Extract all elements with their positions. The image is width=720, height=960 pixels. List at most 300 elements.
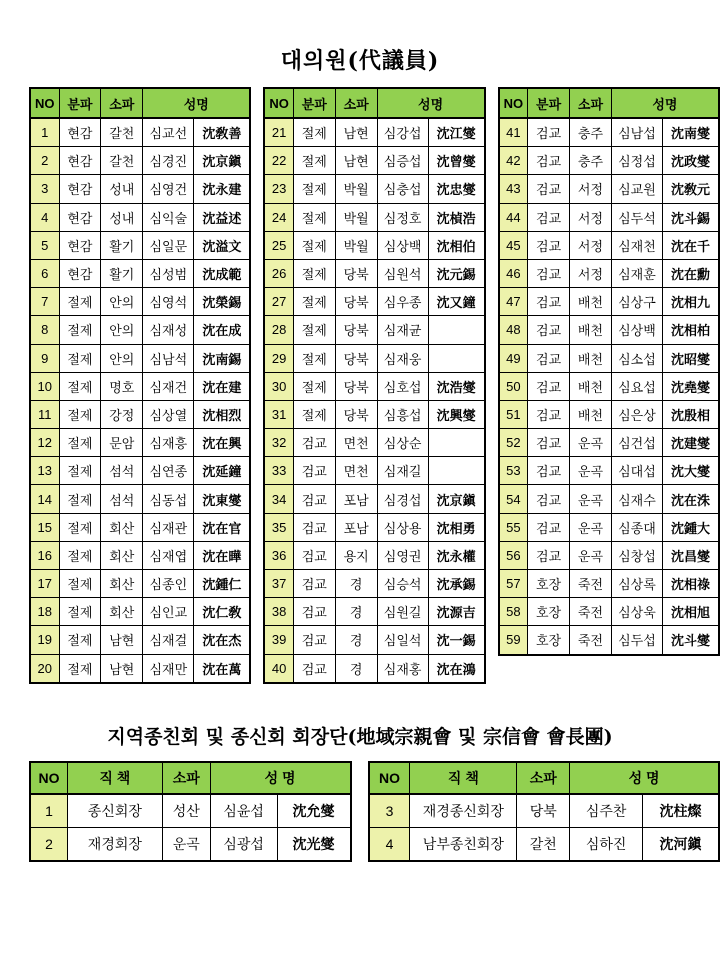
table-row xyxy=(499,570,719,598)
cell-no: 13 xyxy=(30,457,59,485)
cell-name-hanja: 沈曾燮 xyxy=(428,147,484,175)
cell-name-korean: 심건섭 xyxy=(611,429,662,457)
delegate-table-3 xyxy=(498,87,720,656)
cell-branch: 절제 xyxy=(59,429,101,457)
cell-name-korean: 심남섭 xyxy=(611,118,662,147)
cell-no: 8 xyxy=(30,316,59,344)
cell-subbranch: 문암 xyxy=(101,429,143,457)
table-row xyxy=(30,147,250,175)
table-row xyxy=(499,541,719,569)
table-row xyxy=(30,541,250,569)
column-header: 성명 xyxy=(377,88,485,118)
cell-no: 4 xyxy=(369,828,410,862)
cell-name-hanja: 沈相祿 xyxy=(663,570,719,598)
cell-no: 20 xyxy=(30,654,59,683)
cell-name-hanja: 沈元錫 xyxy=(428,259,484,287)
cell-branch: 절제 xyxy=(293,288,335,316)
cell-branch: 절제 xyxy=(59,626,101,654)
table-row xyxy=(499,259,719,287)
cell-no: 42 xyxy=(499,147,528,175)
table-row xyxy=(30,118,250,147)
cell-name-korean: 심재훈 xyxy=(611,259,662,287)
cell-no: 2 xyxy=(30,147,59,175)
table-row xyxy=(30,231,250,259)
cell-no: 39 xyxy=(264,626,293,654)
cell-no: 7 xyxy=(30,288,59,316)
cell-no: 18 xyxy=(30,598,59,626)
cell-subbranch: 회산 xyxy=(101,541,143,569)
cell-branch: 검교 xyxy=(528,513,570,541)
cell-branch: 검교 xyxy=(293,513,335,541)
cell-name-hanja: 沈在曄 xyxy=(194,541,250,569)
column-header: 성명 xyxy=(611,88,719,118)
cell-branch: 절제 xyxy=(293,400,335,428)
cell-name-korean: 심정섭 xyxy=(611,147,662,175)
table-row xyxy=(30,344,250,372)
table-row xyxy=(499,203,719,231)
cell-name-hanja: 沈在鴻 xyxy=(428,654,484,683)
table-row xyxy=(30,828,351,862)
cell-name-hanja: 沈興燮 xyxy=(428,400,484,428)
chairman-table-left xyxy=(29,761,352,862)
cell-branch: 절제 xyxy=(293,118,335,147)
cell-name-hanja: 沈又鐘 xyxy=(428,288,484,316)
cell-subbranch: 성내 xyxy=(101,175,143,203)
cell-name-korean: 심증섭 xyxy=(377,147,428,175)
header-row xyxy=(369,762,719,794)
cell-branch: 검교 xyxy=(293,654,335,683)
table-row xyxy=(499,316,719,344)
cell-name-korean: 심재성 xyxy=(143,316,194,344)
table-row xyxy=(264,400,484,428)
cell-name-hanja: 沈斗錫 xyxy=(663,203,719,231)
cell-branch: 절제 xyxy=(59,598,101,626)
cell-name-hanja: 沈永建 xyxy=(194,175,250,203)
cell-name-korean: 심원석 xyxy=(377,259,428,287)
cell-name-korean: 심경섭 xyxy=(377,485,428,513)
cell-no: 24 xyxy=(264,203,293,231)
cell-name-hanja: 沈昭燮 xyxy=(663,344,719,372)
cell-no: 55 xyxy=(499,513,528,541)
cell-no: 1 xyxy=(30,118,59,147)
table-row xyxy=(30,485,250,513)
table-row xyxy=(264,485,484,513)
table-row xyxy=(499,118,719,147)
table-row xyxy=(264,570,484,598)
cell-branch: 호장 xyxy=(528,598,570,626)
cell-name-hanja: 沈鍾仁 xyxy=(194,570,250,598)
cell-no: 52 xyxy=(499,429,528,457)
cell-branch: 현감 xyxy=(59,259,101,287)
cell-name-hanja xyxy=(428,457,484,485)
cell-subbranch: 당북 xyxy=(335,259,377,287)
cell-subbranch: 명호 xyxy=(101,372,143,400)
cell-branch: 검교 xyxy=(528,175,570,203)
cell-branch: 검교 xyxy=(528,231,570,259)
cell-name-korean: 심상욱 xyxy=(611,598,662,626)
cell-name-hanja: 沈在萬 xyxy=(194,654,250,683)
table-row xyxy=(499,429,719,457)
cell-name-hanja: 沈相柏 xyxy=(663,316,719,344)
table-row xyxy=(30,400,250,428)
cell-name-korean: 심연종 xyxy=(143,457,194,485)
cell-no: 54 xyxy=(499,485,528,513)
cell-subbranch: 경 xyxy=(335,654,377,683)
data-table xyxy=(263,87,485,684)
cell-name-korean: 심흥섭 xyxy=(377,400,428,428)
cell-subbranch: 갈천 xyxy=(517,828,570,862)
cell-name-hanja: 沈東燮 xyxy=(194,485,250,513)
section2-title: 지역종친회 및 종신회 회장단(地域宗親會 및 宗信會 會長團) xyxy=(107,726,613,748)
cell-branch: 절제 xyxy=(59,457,101,485)
cell-name-korean: 심두섭 xyxy=(611,626,662,655)
table-row xyxy=(264,259,484,287)
cell-name-hanja: 沈在杰 xyxy=(194,626,250,654)
cell-no: 40 xyxy=(264,654,293,683)
cell-name-korean: 심종인 xyxy=(143,570,194,598)
table-row xyxy=(30,259,250,287)
cell-branch: 호장 xyxy=(528,570,570,598)
cell-subbranch: 남현 xyxy=(335,147,377,175)
cell-subbranch: 배천 xyxy=(570,400,612,428)
delegate-table-2 xyxy=(263,87,485,684)
cell-name-korean: 심윤섭 xyxy=(210,794,277,828)
cell-no: 28 xyxy=(264,316,293,344)
cell-branch: 절제 xyxy=(59,288,101,316)
cell-name-korean: 심익술 xyxy=(143,203,194,231)
cell-branch: 검교 xyxy=(528,541,570,569)
cell-no: 32 xyxy=(264,429,293,457)
cell-subbranch: 박월 xyxy=(335,175,377,203)
cell-branch: 절제 xyxy=(59,541,101,569)
column-header: 성 명 xyxy=(570,762,719,794)
column-header: NO xyxy=(369,762,410,794)
cell-name-korean: 심원길 xyxy=(377,598,428,626)
delegate-table-1 xyxy=(29,87,251,684)
cell-no: 44 xyxy=(499,203,528,231)
cell-name-hanja: 沈殷相 xyxy=(663,400,719,428)
cell-subbranch: 안의 xyxy=(101,288,143,316)
cell-subbranch: 용지 xyxy=(335,541,377,569)
cell-no: 27 xyxy=(264,288,293,316)
column-header: 분파 xyxy=(528,88,570,118)
cell-subbranch: 강정 xyxy=(101,400,143,428)
cell-name-hanja: 沈南燮 xyxy=(663,118,719,147)
table-row xyxy=(264,231,484,259)
cell-branch: 절제 xyxy=(59,316,101,344)
cell-name-hanja: 沈敎善 xyxy=(194,118,250,147)
data-table xyxy=(29,761,352,862)
column-header: 소파 xyxy=(101,88,143,118)
cell-no: 48 xyxy=(499,316,528,344)
cell-branch: 현감 xyxy=(59,231,101,259)
cell-branch: 검교 xyxy=(528,344,570,372)
cell-branch: 절제 xyxy=(293,175,335,203)
cell-no: 26 xyxy=(264,259,293,287)
table-row xyxy=(264,598,484,626)
cell-subbranch: 당북 xyxy=(335,372,377,400)
cell-no: 49 xyxy=(499,344,528,372)
cell-name-korean: 심상백 xyxy=(611,316,662,344)
cell-no: 9 xyxy=(30,344,59,372)
cell-name-korean: 심재만 xyxy=(143,654,194,683)
cell-no: 58 xyxy=(499,598,528,626)
cell-name-korean: 심승석 xyxy=(377,570,428,598)
cell-name-korean: 심요섭 xyxy=(611,372,662,400)
cell-name-korean: 심재흥 xyxy=(143,429,194,457)
cell-no: 15 xyxy=(30,513,59,541)
cell-name-korean: 심재엽 xyxy=(143,541,194,569)
cell-branch: 검교 xyxy=(293,429,335,457)
cell-subbranch: 박월 xyxy=(335,231,377,259)
cell-name-hanja: 沈楨浩 xyxy=(428,203,484,231)
cell-name-hanja: 沈相伯 xyxy=(428,231,484,259)
cell-name-hanja: 沈昌燮 xyxy=(663,541,719,569)
cell-branch: 현감 xyxy=(59,175,101,203)
cell-no: 35 xyxy=(264,513,293,541)
cell-branch: 절제 xyxy=(59,513,101,541)
cell-name-hanja: 沈光燮 xyxy=(277,828,350,862)
cell-name-korean: 심창섭 xyxy=(611,541,662,569)
cell-branch: 절제 xyxy=(293,372,335,400)
cell-branch: 검교 xyxy=(528,429,570,457)
cell-name-hanja: 沈浩燮 xyxy=(428,372,484,400)
cell-branch: 절제 xyxy=(293,203,335,231)
cell-subbranch: 죽전 xyxy=(570,626,612,655)
cell-name-hanja: 沈柱燦 xyxy=(643,794,719,828)
cell-no: 29 xyxy=(264,344,293,372)
table-row xyxy=(30,288,250,316)
cell-subbranch: 경 xyxy=(335,570,377,598)
cell-subbranch: 당북 xyxy=(335,344,377,372)
cell-name-hanja: 沈江燮 xyxy=(428,118,484,147)
column-header: 분파 xyxy=(293,88,335,118)
cell-name-korean: 심성범 xyxy=(143,259,194,287)
cell-name-korean: 심영권 xyxy=(377,541,428,569)
cell-name-hanja: 沈相烈 xyxy=(194,400,250,428)
cell-subbranch: 포남 xyxy=(335,513,377,541)
table-row xyxy=(499,147,719,175)
cell-name-korean: 심재균 xyxy=(377,316,428,344)
cell-name-hanja: 沈在建 xyxy=(194,372,250,400)
cell-branch: 절제 xyxy=(293,316,335,344)
cell-no: 30 xyxy=(264,372,293,400)
cell-name-hanja xyxy=(428,429,484,457)
cell-subbranch: 섬석 xyxy=(101,485,143,513)
cell-no: 19 xyxy=(30,626,59,654)
cell-subbranch: 성내 xyxy=(101,203,143,231)
column-header: NO xyxy=(30,762,67,794)
header-row xyxy=(30,88,250,118)
cell-branch: 절제 xyxy=(59,485,101,513)
cell-no: 12 xyxy=(30,429,59,457)
cell-no: 38 xyxy=(264,598,293,626)
cell-name-hanja: 沈相九 xyxy=(663,288,719,316)
cell-branch: 재경회장 xyxy=(67,828,162,862)
cell-branch: 절제 xyxy=(59,654,101,683)
cell-name-korean: 심인교 xyxy=(143,598,194,626)
cell-branch: 검교 xyxy=(293,570,335,598)
cell-subbranch: 서정 xyxy=(570,231,612,259)
cell-subbranch: 안의 xyxy=(101,344,143,372)
table-row xyxy=(264,203,484,231)
cell-branch: 재경종신회장 xyxy=(410,794,517,828)
cell-subbranch: 남현 xyxy=(101,654,143,683)
table-row xyxy=(30,794,351,828)
cell-subbranch: 운곡 xyxy=(570,457,612,485)
cell-subbranch: 경 xyxy=(335,598,377,626)
cell-subbranch: 회산 xyxy=(101,598,143,626)
cell-branch: 검교 xyxy=(293,541,335,569)
cell-name-korean: 심경진 xyxy=(143,147,194,175)
cell-name-korean: 심종대 xyxy=(611,513,662,541)
cell-name-hanja: 沈源吉 xyxy=(428,598,484,626)
cell-branch: 절제 xyxy=(59,570,101,598)
cell-no: 21 xyxy=(264,118,293,147)
cell-branch: 종신회장 xyxy=(67,794,162,828)
cell-branch: 절제 xyxy=(293,147,335,175)
cell-subbranch: 배천 xyxy=(570,316,612,344)
cell-no: 33 xyxy=(264,457,293,485)
cell-no: 5 xyxy=(30,231,59,259)
cell-name-hanja: 沈益述 xyxy=(194,203,250,231)
cell-subbranch: 당북 xyxy=(335,316,377,344)
table-row xyxy=(499,598,719,626)
column-header: NO xyxy=(499,88,528,118)
cell-no: 2 xyxy=(30,828,67,862)
cell-no: 11 xyxy=(30,400,59,428)
cell-name-hanja: 沈忠燮 xyxy=(428,175,484,203)
cell-name-hanja: 沈京鎭 xyxy=(428,485,484,513)
cell-no: 45 xyxy=(499,231,528,259)
cell-name-korean: 심일석 xyxy=(377,626,428,654)
table-row xyxy=(264,541,484,569)
cell-name-korean: 심호섭 xyxy=(377,372,428,400)
cell-subbranch: 박월 xyxy=(335,203,377,231)
cell-no: 46 xyxy=(499,259,528,287)
table-row xyxy=(499,344,719,372)
cell-branch: 현감 xyxy=(59,118,101,147)
cell-subbranch: 활기 xyxy=(101,231,143,259)
cell-name-korean: 심재관 xyxy=(143,513,194,541)
cell-no: 34 xyxy=(264,485,293,513)
cell-no: 3 xyxy=(369,794,410,828)
cell-branch: 검교 xyxy=(528,400,570,428)
cell-name-korean: 심우종 xyxy=(377,288,428,316)
cell-name-korean: 심주찬 xyxy=(570,794,643,828)
cell-subbranch: 운곡 xyxy=(570,541,612,569)
cell-name-hanja: 沈允燮 xyxy=(277,794,350,828)
cell-name-hanja: 沈榮錫 xyxy=(194,288,250,316)
table-row xyxy=(264,626,484,654)
cell-subbranch: 서정 xyxy=(570,259,612,287)
cell-branch: 검교 xyxy=(528,372,570,400)
table-row xyxy=(499,288,719,316)
table-row xyxy=(264,372,484,400)
cell-branch: 검교 xyxy=(293,457,335,485)
table-row xyxy=(369,828,719,862)
cell-name-korean: 심영석 xyxy=(143,288,194,316)
table-row xyxy=(30,316,250,344)
cell-branch: 검교 xyxy=(293,485,335,513)
cell-name-hanja: 沈京鎭 xyxy=(194,147,250,175)
cell-subbranch: 회산 xyxy=(101,570,143,598)
cell-name-hanja: 沈在成 xyxy=(194,316,250,344)
cell-name-hanja: 沈敎元 xyxy=(663,175,719,203)
cell-subbranch: 포남 xyxy=(335,485,377,513)
cell-name-korean: 심상백 xyxy=(377,231,428,259)
cell-subbranch: 당북 xyxy=(517,794,570,828)
header-row xyxy=(264,88,484,118)
cell-no: 36 xyxy=(264,541,293,569)
cell-name-korean: 심강섭 xyxy=(377,118,428,147)
cell-name-hanja: 沈在洙 xyxy=(663,485,719,513)
cell-no: 10 xyxy=(30,372,59,400)
table-row xyxy=(30,570,250,598)
cell-name-korean: 심일문 xyxy=(143,231,194,259)
table-row xyxy=(30,175,250,203)
page-title: 대의원(代議員) xyxy=(280,48,440,74)
table-row xyxy=(499,626,719,655)
cell-branch: 절제 xyxy=(59,344,101,372)
table-row xyxy=(264,147,484,175)
cell-subbranch: 죽전 xyxy=(570,570,612,598)
table-row xyxy=(264,288,484,316)
cell-name-korean: 심동섭 xyxy=(143,485,194,513)
cell-name-korean: 심정호 xyxy=(377,203,428,231)
data-table xyxy=(498,87,720,656)
cell-name-hanja: 沈建燮 xyxy=(663,429,719,457)
cell-branch: 남부종친회장 xyxy=(410,828,517,862)
cell-no: 23 xyxy=(264,175,293,203)
chairman-table-right xyxy=(368,761,720,862)
table-row xyxy=(499,513,719,541)
cell-branch: 절제 xyxy=(293,344,335,372)
cell-subbranch: 갈천 xyxy=(101,118,143,147)
cell-branch: 검교 xyxy=(528,259,570,287)
cell-no: 16 xyxy=(30,541,59,569)
cell-branch: 현감 xyxy=(59,147,101,175)
cell-no: 6 xyxy=(30,259,59,287)
cell-name-korean: 심은상 xyxy=(611,400,662,428)
data-table xyxy=(29,87,251,684)
cell-no: 50 xyxy=(499,372,528,400)
cell-name-hanja: 沈在興 xyxy=(194,429,250,457)
cell-branch: 검교 xyxy=(528,457,570,485)
cell-name-korean: 심재수 xyxy=(611,485,662,513)
cell-subbranch: 경 xyxy=(335,626,377,654)
table-row xyxy=(499,372,719,400)
cell-subbranch: 운곡 xyxy=(570,485,612,513)
cell-subbranch: 충주 xyxy=(570,118,612,147)
cell-branch: 절제 xyxy=(59,400,101,428)
column-header: 소파 xyxy=(162,762,210,794)
table-row xyxy=(499,400,719,428)
cell-name-korean: 심상순 xyxy=(377,429,428,457)
cell-name-hanja: 沈堯燮 xyxy=(663,372,719,400)
cell-no: 4 xyxy=(30,203,59,231)
cell-name-korean: 심재웅 xyxy=(377,344,428,372)
cell-branch: 현감 xyxy=(59,203,101,231)
cell-name-hanja: 沈在千 xyxy=(663,231,719,259)
cell-name-hanja: 沈在官 xyxy=(194,513,250,541)
cell-name-hanja: 沈一錫 xyxy=(428,626,484,654)
cell-branch: 검교 xyxy=(528,118,570,147)
table-row xyxy=(30,372,250,400)
column-header: 소파 xyxy=(570,88,612,118)
cell-name-korean: 심충섭 xyxy=(377,175,428,203)
cell-name-korean: 심소섭 xyxy=(611,344,662,372)
